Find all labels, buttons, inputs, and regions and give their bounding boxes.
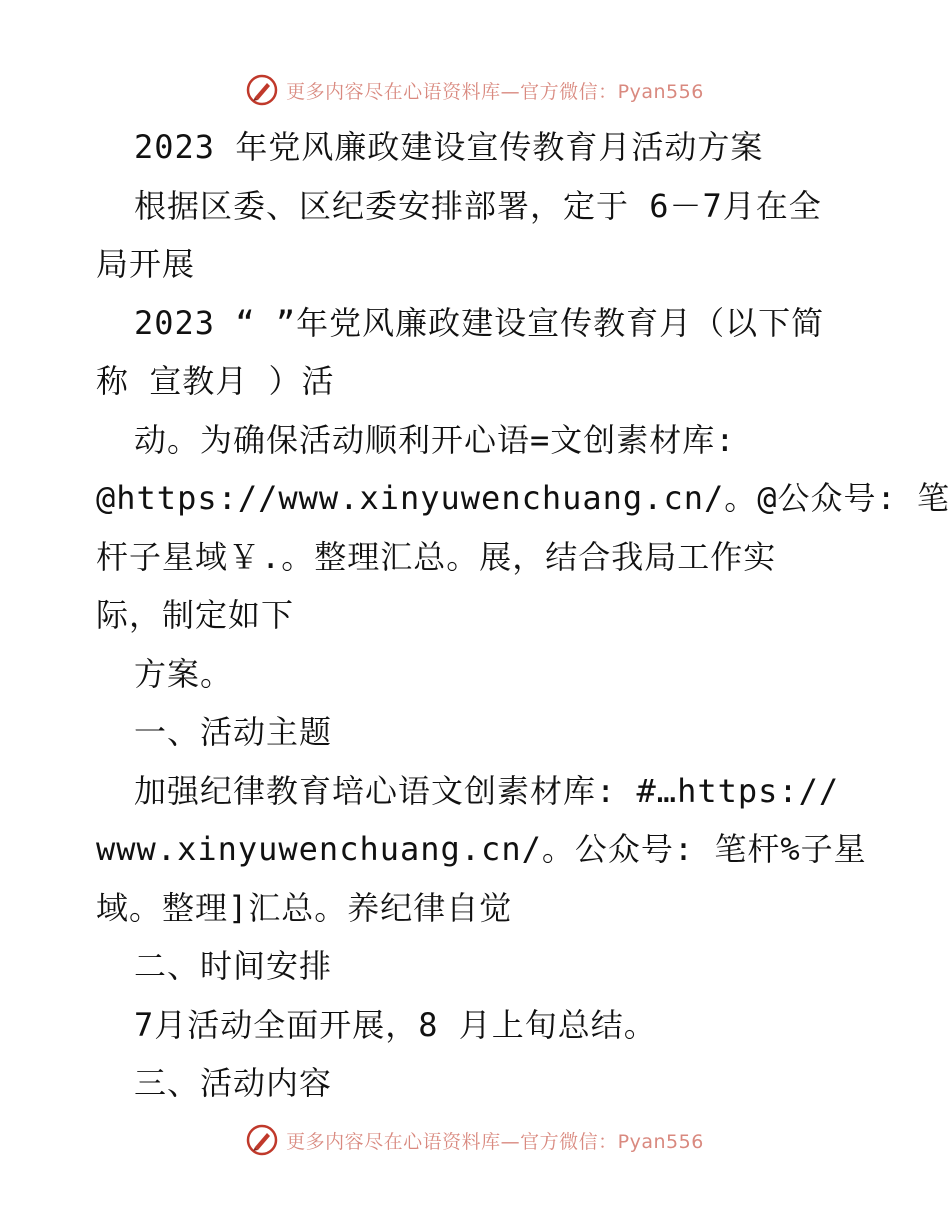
paragraph-line: 称 宣教月 ）活 — [96, 362, 335, 400]
watermark-banner-top — [0, 70, 950, 110]
paragraph-line: 方案。 — [134, 654, 234, 693]
paragraph-line: 局开展 — [96, 245, 196, 283]
document-title: 2023 年党风廉政建设宣传教育月活动方案 — [134, 128, 764, 166]
section-heading-schedule: 二、时间安排 — [134, 947, 333, 985]
paragraph-line: 根据区委、区纪委安排部署，定于 6－7月在全 — [134, 186, 822, 225]
pen-logo-icon — [246, 1124, 278, 1156]
watermark-banner-bottom — [0, 1120, 950, 1160]
paragraph-line: 2023 “ ”年党风廉政建设宣传教育月（以下简 — [134, 303, 825, 342]
pen-logo-icon — [246, 74, 278, 106]
paragraph-line: 域。整理]汇总。养纪律自觉 — [96, 888, 513, 927]
watermark-text-top: 更多内容尽在心语资料库—官方微信：Pyan556 — [286, 80, 704, 103]
paragraph-line: www.xinyuwenchuang.cn/。公众号: 笔杆%子星 — [96, 830, 867, 868]
paragraph-line: @https://www.xinyuwenchuang.cn/。@公众号: 笔 — [96, 479, 950, 517]
paragraph-line: 动。为确保活动顺利开心语=文创素材库: — [134, 420, 736, 459]
paragraph-line: 际，制定如下 — [96, 596, 295, 634]
paragraph-line: 加强纪律教育培心语文创素材库: #…https:// — [134, 771, 840, 810]
paragraph-line: 杆子星域￥.。整理汇总。展，结合我局工作实 — [96, 537, 777, 576]
section-heading-theme: 一、活动主题 — [134, 713, 333, 751]
watermark-text-bottom: 更多内容尽在心语资料库—官方微信：Pyan556 — [286, 1130, 704, 1153]
paragraph-line: 7月活动全面开展，8 月上旬总结。 — [134, 1005, 657, 1044]
section-heading-content: 三、活动内容 — [134, 1064, 333, 1102]
document-body — [96, 118, 950, 1113]
